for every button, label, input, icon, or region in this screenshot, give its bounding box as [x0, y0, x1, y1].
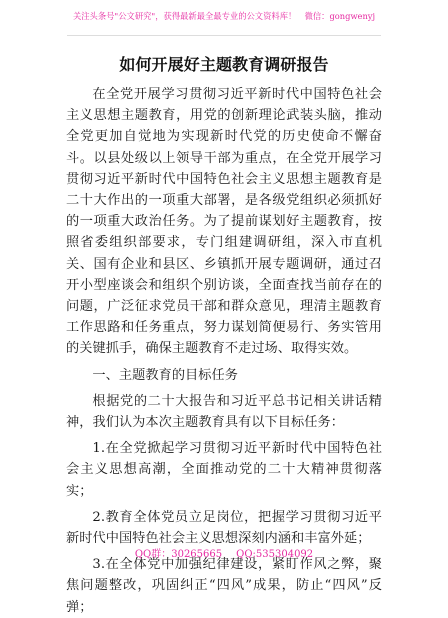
goal-item-1: 1.在全党掀起学习贯彻习近平新时代中国特色社会主义思想高潮，全面推动党的二十大精神贯彻落实； [66, 441, 382, 499]
header-banner-text: 关注头条号"公文研究"，获得最新最全最专业的公文资料库！ 微信：gongwenyj [72, 11, 376, 21]
header-banner [0, 0, 448, 34]
goals-intro-paragraph: 根据党的二十大报告和习近平总书记相关讲话精神，我们认为本次主题教育具有以下目标任务： [66, 393, 382, 431]
document-body [66, 78, 382, 618]
footer-contact [0, 548, 448, 562]
header-divider [67, 35, 381, 36]
section-heading-goals: 一、主题教育的目标任务 [92, 367, 239, 383]
goal-item-2: 2.教育全体党员立足岗位，把握学习贯彻习近平新时代中国特色社会主义思想深刻内涵和丰富外延； [66, 509, 382, 547]
intro-paragraph: 在全党开展学习贯彻习近平新时代中国特色社会主义思想主题教育，用党的创新理论武装头脑，推动全党更加自觉地为实现新时代党的历史使命不懈奋斗。以县处级以上领导干部为重点，在全党开展学习贯彻习近平新时代中国特色社会主义思想主题教育是二十大作出的一项重大部署，是各级党组织必须抓好的一项重大政治任务。为了提前谋划好主题教育，按照省委组织部要求，专门组建调研组，深入市直机关、国有企业和县区、乡镇抓开展专题调研，通过召开小型座谈会和组织个别访谈，全面查找当前存在的问题，广泛征求党员干部和群众意见，理清主题教育工作思路和任务重点，努力谋划简便易行、务实管用的关键抓手，确保主题教育不走过场、取得实效。 [66, 87, 382, 357]
footer-qq: QQ:535304092 [236, 549, 314, 560]
document-title: 如何开展好主题教育调研报告 [119, 55, 329, 74]
footer-qq-group: QQ群：30265665 [134, 549, 223, 560]
goal-item-3: 3.在全体党中加强纪律建设，紧盯作风之弊，聚焦问题整改，巩固纠正“四风”成果，防止“四风”反弹； [66, 557, 382, 615]
